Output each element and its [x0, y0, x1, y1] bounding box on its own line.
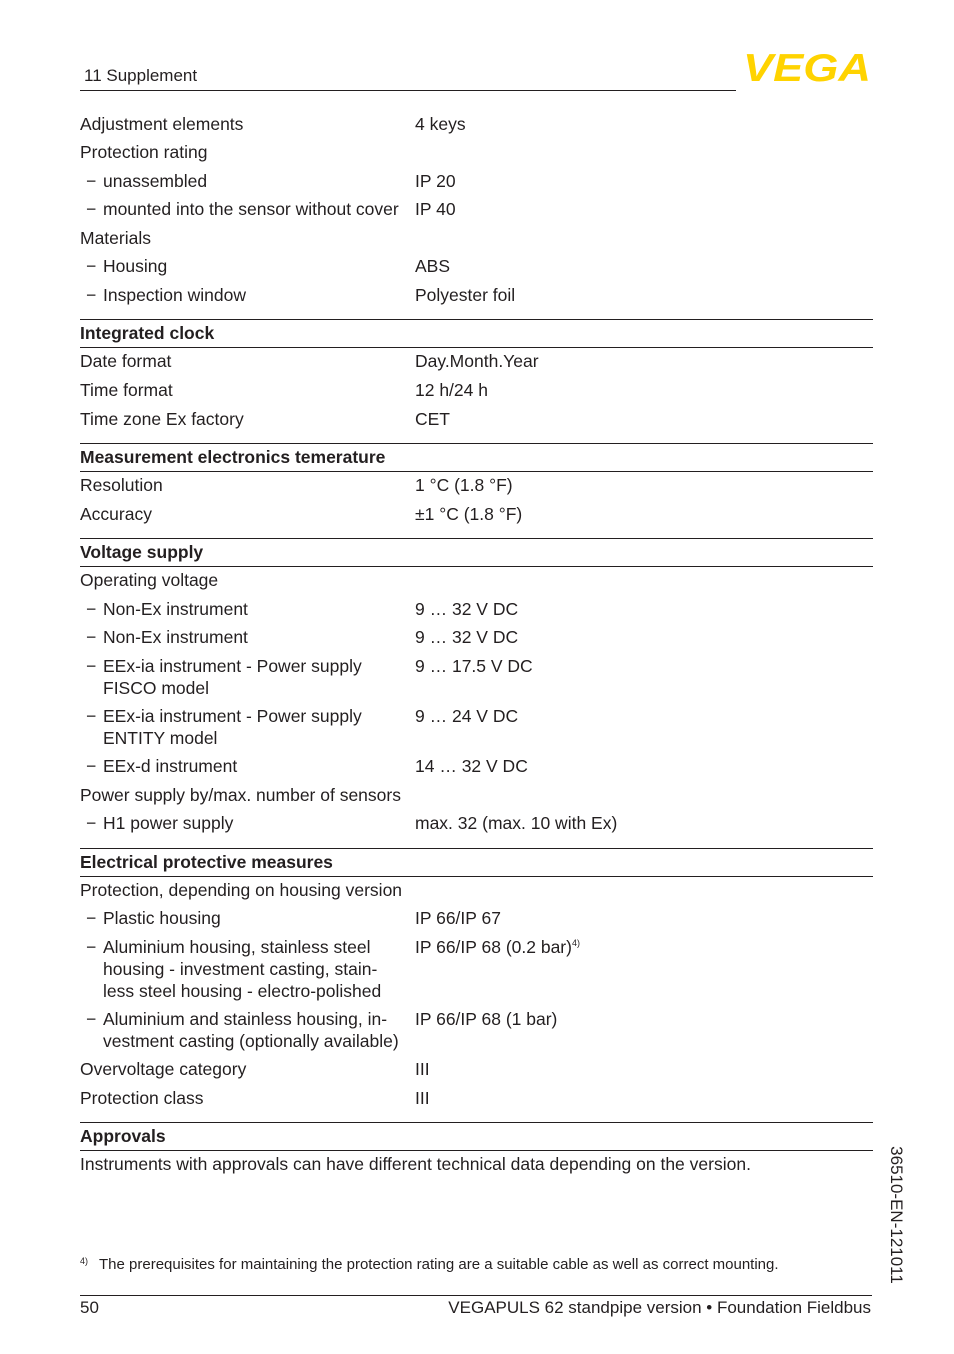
section-heading-approvals — [80, 1122, 873, 1151]
list-dash: − — [86, 599, 97, 619]
list-dash: − — [86, 756, 97, 776]
spec-label: Protection, depending on housing version — [80, 880, 403, 900]
spec-label: EEx-ia instrument - Power supply — [103, 656, 362, 676]
vega-logo — [742, 51, 872, 83]
section-title: 11 Supplement — [84, 66, 198, 85]
list-dash: − — [86, 256, 97, 276]
spec-value: 4 keys — [415, 114, 466, 134]
spec-label: EEx-d instrument — [103, 756, 238, 776]
spec-label: ENTITY model — [103, 728, 218, 748]
spec-label: Inspection window — [103, 285, 246, 305]
spec-value: 9 … 32 V DC — [415, 627, 519, 647]
spec-value: 9 … 17.5 V DC — [415, 656, 533, 676]
spec-label: Plastic housing — [103, 908, 221, 928]
list-dash: − — [86, 908, 97, 928]
spec-label: Aluminium and stainless housing, in- — [103, 1009, 388, 1029]
footnote-reference: 4) — [571, 938, 580, 948]
spec-value: Day.Month.Year — [415, 351, 539, 371]
section-heading-text: Measurement electronics temerature — [80, 447, 386, 467]
spec-value: ±1 °C (1.8 °F) — [415, 504, 523, 524]
list-dash: − — [86, 937, 97, 957]
section-heading-temperature — [80, 443, 873, 472]
approvals-text: Instruments with approvals can have different technical data depending on the version. — [80, 1154, 751, 1174]
spec-value: max. 32 (max. 10 with Ex) — [415, 813, 618, 833]
spec-label: Non-Ex instrument — [103, 599, 248, 619]
spec-label: H1 power supply — [103, 813, 234, 833]
section-heading-voltage — [80, 538, 873, 567]
spec-value: CET — [415, 409, 450, 429]
spec-label: Power supply by/max. number of sensors — [80, 785, 401, 805]
header-rule — [80, 90, 736, 91]
spec-label: FISCO model — [103, 678, 209, 698]
section-heading-text: Approvals — [80, 1126, 166, 1146]
section-heading-text: Electrical protective measures — [80, 852, 333, 872]
footnote — [80, 1256, 779, 1273]
spec-label: Protection class — [80, 1088, 204, 1108]
spec-label: Materials — [80, 228, 151, 248]
list-dash: − — [86, 656, 97, 676]
spec-label: Adjustment elements — [80, 114, 244, 134]
spec-label: Protection rating — [80, 142, 208, 162]
spec-value: IP 66/IP 67 — [415, 908, 501, 928]
footer-rule — [80, 1295, 872, 1296]
spec-label: Housing — [103, 256, 168, 276]
page-number: 50 — [80, 1298, 99, 1317]
spec-value: ABS — [415, 256, 451, 276]
spec-label: Accuracy — [80, 504, 152, 524]
spec-value: Polyester foil — [415, 285, 516, 305]
spec-value: 12 h/24 h — [415, 380, 488, 400]
spec-label: unassembled — [103, 171, 208, 191]
spec-value: IP 40 — [415, 199, 456, 219]
spec-value: III — [415, 1059, 430, 1079]
spec-value: IP 66/IP 68 (1 bar) — [415, 1009, 558, 1029]
footnote-mark: 4) — [80, 1256, 89, 1266]
spec-value: IP 20 — [415, 171, 456, 191]
list-dash: − — [86, 706, 97, 726]
list-dash: − — [86, 199, 97, 219]
spec-value: 1 °C (1.8 °F) — [415, 475, 513, 495]
spec-label: Time zone Ex factory — [80, 409, 244, 429]
section-heading-clock — [80, 319, 873, 348]
spec-label: Aluminium housing, stainless steel — [103, 937, 371, 957]
spec-label: Date format — [80, 351, 172, 371]
section-heading-text: Voltage supply — [80, 542, 204, 562]
footer-title: VEGAPULS 62 standpipe version • Foundation Fieldbus — [448, 1298, 871, 1317]
spec-value: IP 66/IP 68 (0.2 bar) — [415, 937, 572, 957]
spec-label: less steel housing - electro-polished — [103, 981, 382, 1001]
section-heading-text: Integrated clock — [80, 323, 215, 343]
section-heading-electrical — [80, 848, 873, 877]
spec-value: 9 … 32 V DC — [415, 599, 519, 619]
spec-label: vestment casting (optionally available) — [103, 1031, 399, 1051]
footnote-text: The prerequisites for maintaining the protection rating are a suitable cable as well as correct mounting. — [99, 1256, 779, 1273]
list-dash: − — [86, 813, 97, 833]
spec-label: Non-Ex instrument — [103, 627, 248, 647]
spec-label: Resolution — [80, 475, 163, 495]
list-dash: − — [86, 285, 97, 305]
list-dash: − — [86, 627, 97, 647]
spec-label: EEx-ia instrument - Power supply — [103, 706, 362, 726]
logo-text: VEGA — [743, 51, 871, 83]
list-dash: − — [86, 1009, 97, 1029]
spec-label: Time format — [80, 380, 173, 400]
spec-label: Operating voltage — [80, 570, 219, 590]
document-id: 36510-EN-121011 — [887, 1146, 906, 1284]
spec-value: 14 … 32 V DC — [415, 756, 528, 776]
spec-value: III — [415, 1088, 430, 1108]
spec-label: housing - investment casting, stain- — [103, 959, 378, 979]
spec-label: Overvoltage category — [80, 1059, 247, 1079]
spec-value: 9 … 24 V DC — [415, 706, 519, 726]
spec-label: mounted into the sensor without cover — [103, 199, 399, 219]
list-dash: − — [86, 171, 97, 191]
